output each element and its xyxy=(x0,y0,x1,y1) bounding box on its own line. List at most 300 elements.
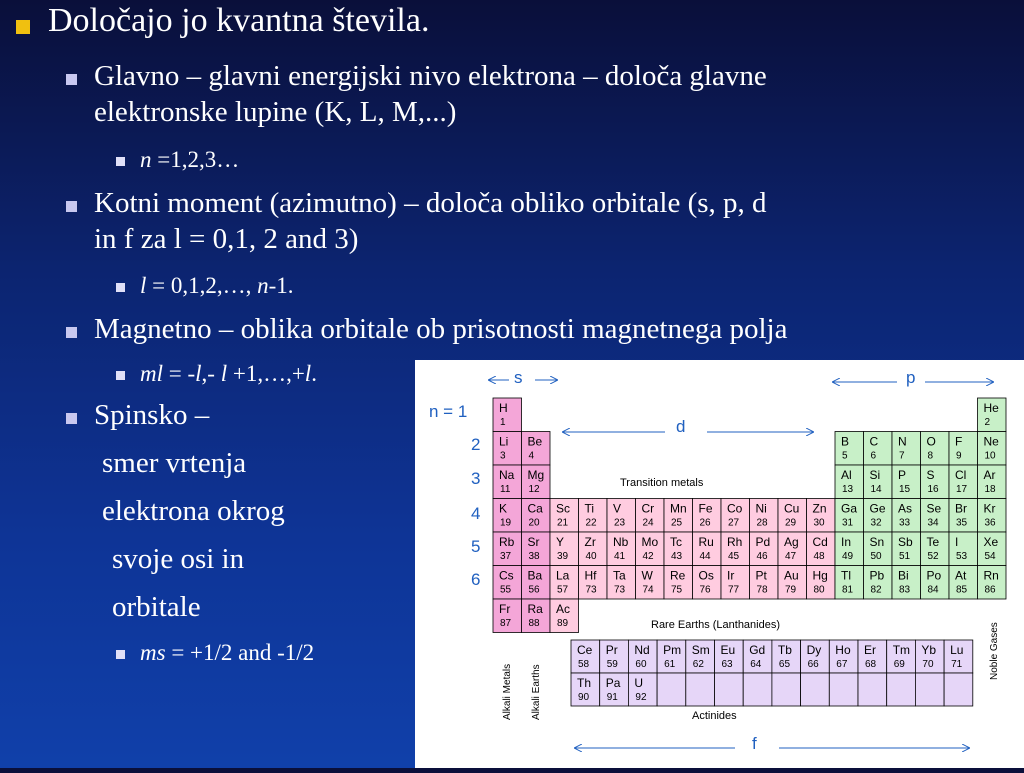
element-number: 69 xyxy=(893,659,905,670)
element-number: 15 xyxy=(899,484,911,495)
element-cell xyxy=(493,566,522,600)
element-symbol: Si xyxy=(869,468,881,482)
element-number: 9 xyxy=(956,450,962,462)
element-symbol: Te xyxy=(926,535,940,549)
element-symbol: Se xyxy=(926,501,942,516)
element-cell xyxy=(721,566,750,600)
element-number: 85 xyxy=(956,584,968,596)
element-symbol: Pr xyxy=(605,643,618,657)
element-number: 67 xyxy=(836,659,848,670)
element-cell xyxy=(579,532,608,566)
lanthanide-cell xyxy=(915,640,944,673)
element-number: 33 xyxy=(899,517,911,529)
element-number: 22 xyxy=(585,517,597,529)
element-cell xyxy=(835,566,864,600)
element-symbol: Ag xyxy=(784,535,799,549)
element-cell xyxy=(636,532,665,566)
element-number: 71 xyxy=(951,659,963,670)
period-label-6: 6 xyxy=(471,570,481,589)
element-symbol: K xyxy=(499,501,508,516)
actinide-cell xyxy=(600,673,629,706)
element-number: 73 xyxy=(585,584,597,596)
element-number: 63 xyxy=(721,659,733,670)
element-number: 89 xyxy=(557,618,569,629)
element-symbol: Tb xyxy=(777,643,792,657)
actinide-cell xyxy=(887,673,916,706)
element-cell xyxy=(978,432,1007,466)
spin-line-1: Spinsko – xyxy=(94,399,210,431)
element-symbol: He xyxy=(983,401,999,415)
element-cell xyxy=(721,532,750,566)
element-cell xyxy=(921,499,950,533)
element-cell xyxy=(778,566,807,600)
element-cell xyxy=(750,566,779,600)
element-symbol: La xyxy=(556,568,570,583)
actinide-cell xyxy=(657,673,686,706)
element-number: 55 xyxy=(500,584,512,596)
element-symbol: Hf xyxy=(584,568,597,583)
element-number: 45 xyxy=(728,551,740,562)
element-number: 1 xyxy=(500,417,506,428)
element-symbol: Xe xyxy=(983,535,999,549)
lanthanide-cell xyxy=(887,640,916,673)
spin-line-3: elektrona okrog xyxy=(102,495,285,527)
element-number: 39 xyxy=(557,551,569,562)
element-symbol: W xyxy=(641,568,653,583)
element-symbol: Bi xyxy=(898,568,909,583)
element-number: 82 xyxy=(870,584,882,596)
element-number: 56 xyxy=(528,584,540,596)
element-number: 58 xyxy=(578,659,590,670)
alkali-earths-label: Alkali Earths xyxy=(531,664,542,720)
element-cell xyxy=(921,532,950,566)
lanthanide-cell xyxy=(600,640,629,673)
actinide-cell xyxy=(628,673,657,706)
element-symbol: Cs xyxy=(499,568,514,583)
element-symbol: Pt xyxy=(755,568,767,583)
glavno-line-1: Glavno – glavni energijski nivo elektrona – določa glavne xyxy=(94,60,767,92)
element-number: 48 xyxy=(813,551,825,562)
alkali-metals-label: Alkali Metals xyxy=(502,663,513,720)
element-number: 40 xyxy=(585,551,597,562)
element-cell xyxy=(522,465,551,499)
element-cell xyxy=(864,499,893,533)
element-number: 77 xyxy=(728,584,740,596)
element-number: 34 xyxy=(927,517,939,529)
element-number: 4 xyxy=(528,450,535,462)
element-number: 75 xyxy=(671,584,683,596)
element-cell xyxy=(750,532,779,566)
period-label-2: 2 xyxy=(471,435,481,454)
element-cell xyxy=(607,566,636,600)
ms-formula: ms = +1/2 and -1/2 xyxy=(140,640,315,665)
l-formula: l = 0,1,2,…, n-1. xyxy=(140,273,294,298)
block-label-p: p xyxy=(906,368,916,387)
title-text: Določajo jo kvantna števila. xyxy=(48,2,430,39)
element-symbol: Ca xyxy=(527,501,543,516)
lanthanide-cell xyxy=(772,640,801,673)
element-number: 5 xyxy=(842,450,848,462)
element-cell xyxy=(550,499,579,533)
element-cell xyxy=(835,532,864,566)
element-symbol: Ta xyxy=(613,568,626,583)
element-cell xyxy=(864,532,893,566)
magnetno-text: Magnetno – oblika orbitale ob prisotnosti magnetnega polja xyxy=(94,313,788,345)
element-cell xyxy=(721,499,750,533)
n-formula: n =1,2,3… xyxy=(140,147,240,172)
element-number: 61 xyxy=(664,659,676,670)
element-number: 92 xyxy=(635,692,647,703)
element-cell xyxy=(493,432,522,466)
element-number: 64 xyxy=(750,659,762,670)
element-symbol: Gd xyxy=(749,643,766,657)
element-cell xyxy=(522,566,551,600)
element-symbol: Cr xyxy=(641,501,655,516)
element-symbol: V xyxy=(613,501,622,516)
element-cell xyxy=(892,465,921,499)
element-number: 14 xyxy=(870,484,882,495)
element-symbol: Rh xyxy=(727,535,743,549)
period-label-5: 5 xyxy=(471,537,481,556)
element-symbol: Cl xyxy=(955,468,967,482)
element-cell xyxy=(835,499,864,533)
element-symbol: Rn xyxy=(983,568,999,583)
bullet-marker xyxy=(66,413,77,424)
lanthanide-cell xyxy=(801,640,830,673)
element-cell xyxy=(978,398,1007,432)
lanthanide-cell xyxy=(715,640,744,673)
element-number: 54 xyxy=(984,551,996,562)
element-number: 36 xyxy=(984,517,996,529)
ml-formula: ml = -l,- l +1,…,+l. xyxy=(140,361,317,386)
element-cell xyxy=(522,532,551,566)
element-number: 70 xyxy=(922,659,934,670)
element-cell xyxy=(493,398,522,432)
element-symbol: Li xyxy=(499,434,509,449)
element-symbol: Tm xyxy=(892,643,911,657)
element-cell xyxy=(864,432,893,466)
element-number: 43 xyxy=(671,551,683,562)
element-cell xyxy=(949,566,978,600)
element-cell xyxy=(778,532,807,566)
element-number: 62 xyxy=(692,659,704,670)
block-label-f: f xyxy=(752,734,757,753)
element-number: 60 xyxy=(635,659,647,670)
lanthanide-cell xyxy=(571,640,600,673)
bullet-marker xyxy=(16,20,30,34)
actinide-cell xyxy=(743,673,772,706)
element-number: 26 xyxy=(699,517,711,529)
element-number: 38 xyxy=(528,551,540,562)
element-symbol: Ru xyxy=(698,535,714,549)
element-number: 68 xyxy=(865,659,877,670)
element-number: 65 xyxy=(778,659,791,670)
element-number: 16 xyxy=(927,484,939,495)
element-number: 2 xyxy=(984,417,991,428)
element-number: 59 xyxy=(606,659,618,670)
element-cell xyxy=(550,599,579,633)
actinide-cell xyxy=(944,673,973,706)
element-cell xyxy=(835,432,864,466)
element-symbol: Mo xyxy=(641,535,659,549)
element-number: 10 xyxy=(984,450,996,462)
actinide-cell xyxy=(858,673,887,706)
element-symbol: Sb xyxy=(898,535,913,549)
lanthanide-cell xyxy=(858,640,887,673)
element-number: 24 xyxy=(642,517,654,529)
element-symbol: Fr xyxy=(499,602,511,616)
element-symbol: Ar xyxy=(983,468,996,482)
element-cell xyxy=(807,532,836,566)
element-number: 37 xyxy=(500,551,512,562)
lanthanide-cell xyxy=(628,640,657,673)
lanthanide-cell xyxy=(657,640,686,673)
element-symbol: Br xyxy=(955,501,967,516)
element-cell xyxy=(807,499,836,533)
element-symbol: Au xyxy=(784,568,799,583)
element-symbol: Nd xyxy=(634,643,650,657)
element-number: 19 xyxy=(500,517,512,529)
element-symbol: Hg xyxy=(812,568,828,583)
element-symbol: Tl xyxy=(841,568,851,583)
element-number: 11 xyxy=(500,484,511,495)
element-symbol: Po xyxy=(926,568,942,583)
element-number: 25 xyxy=(671,517,683,529)
element-symbol: Zr xyxy=(584,535,596,549)
period-label-4: 4 xyxy=(471,504,481,523)
bullet-marker xyxy=(116,371,125,380)
block-label-s: s xyxy=(514,368,523,387)
element-number: 42 xyxy=(642,551,654,562)
lanthanide-cell xyxy=(743,640,772,673)
actinides-label: Actinides xyxy=(692,710,737,722)
element-cell xyxy=(550,532,579,566)
spin-line-5: orbitale xyxy=(112,591,201,623)
element-number: 29 xyxy=(785,517,797,529)
element-symbol: Sm xyxy=(691,643,710,657)
element-cell xyxy=(493,599,522,633)
element-symbol: U xyxy=(634,676,644,690)
element-number: 23 xyxy=(614,517,626,529)
element-cell xyxy=(864,465,893,499)
kotni-line-2: in f za l = 0,1, 2 and 3) xyxy=(94,223,359,255)
element-cell xyxy=(693,499,722,533)
lanthanide-cell xyxy=(686,640,715,673)
element-number: 81 xyxy=(842,584,854,596)
element-number: 86 xyxy=(984,584,996,596)
element-cell xyxy=(693,566,722,600)
spin-line-2: smer vrtenja xyxy=(102,447,247,479)
element-symbol: Pb xyxy=(869,568,885,583)
element-symbol: Ho xyxy=(835,643,851,657)
element-cell xyxy=(807,566,836,600)
element-cell xyxy=(636,499,665,533)
element-symbol: Ba xyxy=(527,568,543,583)
element-symbol: I xyxy=(955,535,959,549)
element-number: 50 xyxy=(870,551,882,562)
element-cell xyxy=(778,499,807,533)
element-symbol: Nb xyxy=(613,535,629,549)
element-cell xyxy=(835,465,864,499)
element-cell xyxy=(949,499,978,533)
element-number: 66 xyxy=(807,659,819,670)
element-cell xyxy=(607,532,636,566)
element-symbol: Lu xyxy=(950,643,964,657)
lanthanide-cell xyxy=(944,640,973,673)
element-symbol: F xyxy=(955,434,963,449)
element-cell xyxy=(493,499,522,533)
element-symbol: O xyxy=(926,434,936,449)
element-symbol: Ra xyxy=(527,602,543,616)
bullet-marker xyxy=(116,157,125,166)
noble-gases-label: Noble Gases xyxy=(989,622,1000,680)
element-cell xyxy=(522,599,551,633)
element-number: 57 xyxy=(557,584,569,596)
element-cell xyxy=(978,465,1007,499)
element-symbol: Mg xyxy=(527,468,545,482)
element-symbol: Er xyxy=(864,643,876,657)
element-number: 8 xyxy=(927,450,934,462)
element-cell xyxy=(892,532,921,566)
actinide-cell xyxy=(915,673,944,706)
element-cell xyxy=(579,499,608,533)
element-symbol: Os xyxy=(698,568,714,583)
element-cell xyxy=(550,566,579,600)
transition-metals-label: Transition metals xyxy=(620,477,704,489)
spin-line-4: svoje osi in xyxy=(112,543,245,575)
element-symbol: N xyxy=(898,434,907,449)
element-number: 53 xyxy=(956,551,968,562)
element-number: 76 xyxy=(699,584,711,596)
element-cell xyxy=(493,532,522,566)
element-symbol: Cd xyxy=(812,535,828,549)
element-number: 79 xyxy=(785,584,797,596)
element-symbol: Fe xyxy=(698,501,713,516)
element-symbol: Tc xyxy=(670,535,682,549)
element-symbol: Be xyxy=(527,434,543,449)
element-symbol: Ir xyxy=(727,568,735,583)
element-symbol: S xyxy=(926,468,935,482)
element-cell xyxy=(892,499,921,533)
element-number: 17 xyxy=(956,484,968,495)
element-symbol: Na xyxy=(499,468,515,482)
element-number: 87 xyxy=(500,618,512,629)
element-symbol: As xyxy=(898,501,913,516)
element-cell xyxy=(978,499,1007,533)
element-symbol: Re xyxy=(670,568,686,583)
element-symbol: At xyxy=(955,568,967,583)
element-cell xyxy=(949,432,978,466)
element-symbol: Dy xyxy=(806,643,822,657)
element-symbol: Kr xyxy=(983,501,996,516)
element-number: 28 xyxy=(756,517,768,529)
element-symbol: Pa xyxy=(605,676,621,690)
element-number: 78 xyxy=(756,584,768,596)
element-symbol: Y xyxy=(556,535,565,549)
element-cell xyxy=(664,532,693,566)
element-cell xyxy=(949,532,978,566)
element-number: 84 xyxy=(927,584,939,596)
element-cell xyxy=(921,465,950,499)
actinide-cell xyxy=(571,673,600,706)
actinide-cell xyxy=(715,673,744,706)
bullet-marker xyxy=(66,327,77,338)
element-symbol: In xyxy=(841,535,852,549)
actinide-cell xyxy=(772,673,801,706)
element-cell xyxy=(864,566,893,600)
element-cell xyxy=(522,499,551,533)
element-cell xyxy=(921,432,950,466)
element-number: 3 xyxy=(500,450,506,462)
element-symbol: Th xyxy=(577,676,592,690)
element-number: 21 xyxy=(557,517,569,529)
element-number: 12 xyxy=(528,484,540,495)
element-number: 18 xyxy=(984,484,996,495)
element-number: 35 xyxy=(956,517,968,529)
element-symbol: P xyxy=(898,468,907,482)
element-symbol: Pd xyxy=(755,535,771,549)
element-symbol: Yb xyxy=(921,643,937,657)
element-number: 83 xyxy=(899,584,911,596)
element-number: 6 xyxy=(870,450,877,462)
element-symbol: Ge xyxy=(869,501,886,516)
element-number: 90 xyxy=(578,692,590,703)
element-number: 47 xyxy=(785,551,797,562)
element-cell xyxy=(892,432,921,466)
element-symbol: Eu xyxy=(720,643,736,657)
element-number: 88 xyxy=(528,618,540,629)
element-number: 44 xyxy=(699,551,711,562)
period-label-3: 3 xyxy=(471,469,481,488)
element-number: 49 xyxy=(842,551,854,562)
element-number: 52 xyxy=(927,551,939,562)
element-symbol: Sn xyxy=(869,535,885,549)
element-symbol: Rb xyxy=(499,535,515,549)
element-symbol: Al xyxy=(841,468,852,482)
actinide-cell xyxy=(801,673,830,706)
element-cell xyxy=(579,566,608,600)
element-cell xyxy=(493,465,522,499)
element-symbol: H xyxy=(499,401,508,415)
element-cell xyxy=(978,532,1007,566)
element-symbol: Mn xyxy=(670,501,687,516)
glavno-line-2: elektronske lupine (K, L, M,...) xyxy=(94,96,457,128)
element-cell xyxy=(664,499,693,533)
element-number: 20 xyxy=(528,517,540,529)
element-number: 46 xyxy=(756,551,768,562)
element-symbol: Ac xyxy=(556,602,571,616)
element-cell xyxy=(664,566,693,600)
element-symbol: Pm xyxy=(663,643,682,657)
element-cell xyxy=(750,499,779,533)
element-symbol: Ni xyxy=(755,501,767,516)
bullet-marker xyxy=(66,201,77,212)
bullet-marker xyxy=(116,283,125,292)
element-number: 30 xyxy=(813,517,825,529)
element-symbol: C xyxy=(869,434,879,449)
element-cell xyxy=(892,566,921,600)
element-number: 91 xyxy=(606,692,618,703)
element-cell xyxy=(522,432,551,466)
element-symbol: Ne xyxy=(983,434,999,449)
element-cell xyxy=(921,566,950,600)
periodic-table xyxy=(415,360,1024,768)
element-symbol: Cu xyxy=(784,501,800,516)
actinide-cell xyxy=(829,673,858,706)
element-number: 80 xyxy=(813,584,825,596)
element-number: 74 xyxy=(642,584,654,596)
element-cell xyxy=(949,465,978,499)
